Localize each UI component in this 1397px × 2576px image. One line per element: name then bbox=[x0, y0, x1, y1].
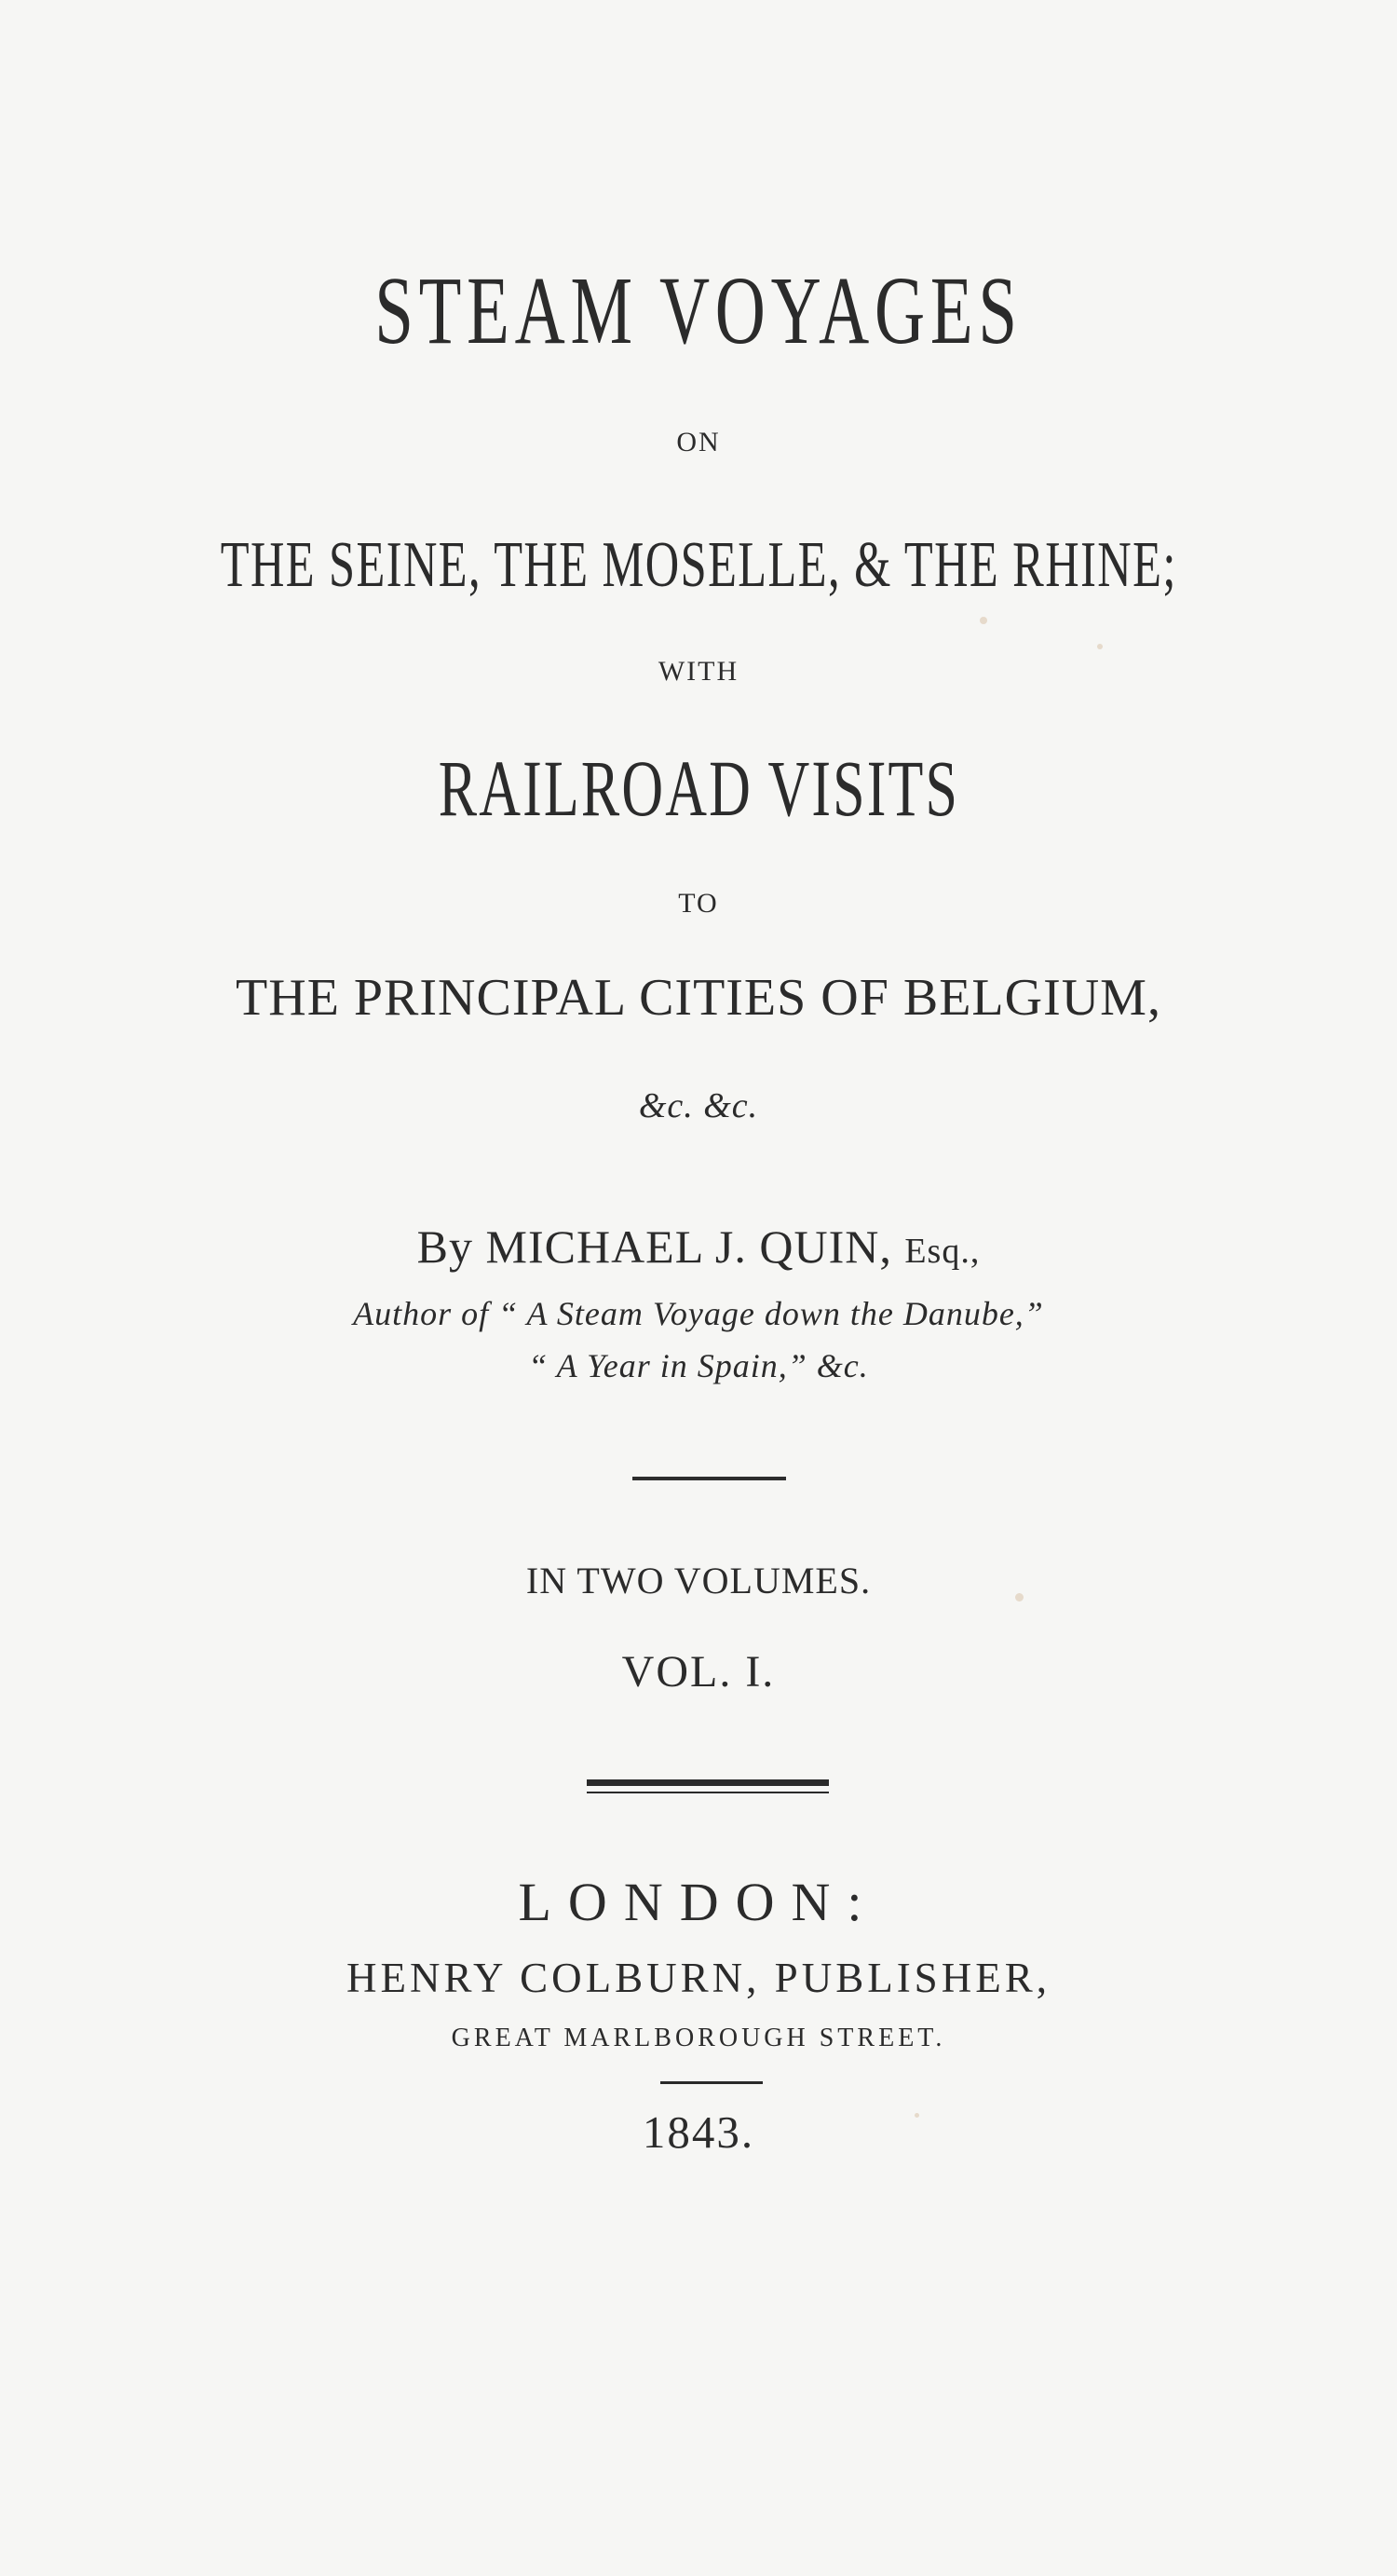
volume-number: VOL. I. bbox=[621, 1647, 776, 1697]
imprint-street: GREAT MARLBOROUGH STREET. bbox=[451, 2024, 946, 2052]
double-rule-top bbox=[587, 1779, 829, 1786]
author-note-line-1: Author of “ A Steam Voyage down the Danube,” bbox=[353, 1295, 1044, 1332]
author-line bbox=[0, 1220, 1397, 1273]
volume-count: IN TWO VOLUMES. bbox=[525, 1560, 872, 1601]
short-rule-divider bbox=[660, 2081, 763, 2084]
double-rule-bottom bbox=[587, 1792, 829, 1793]
imprint-publisher: HENRY COLBURN, PUBLISHER, bbox=[346, 1955, 1051, 2001]
title-connector-to: TO bbox=[678, 888, 719, 919]
railroad-subtitle: RAILROAD VISITS bbox=[438, 743, 959, 833]
author-name: MICHAEL J. QUIN, bbox=[485, 1220, 892, 1273]
paper-speck bbox=[1097, 644, 1103, 649]
cities-subtitle: THE PRINCIPAL CITIES OF BELGIUM, bbox=[236, 969, 1161, 1027]
imprint-city: LONDON: bbox=[518, 1872, 879, 1932]
book-title: STEAM VOYAGES bbox=[374, 257, 1023, 364]
etcetera-line: &c. &c. bbox=[638, 1086, 759, 1125]
author-suffix: Esq., bbox=[904, 1232, 981, 1271]
imprint-year: 1843. bbox=[642, 2106, 755, 2158]
author-note-line-2: “ A Year in Spain,” &c. bbox=[528, 1347, 869, 1384]
single-rule-divider bbox=[632, 1477, 786, 1480]
rivers-subtitle: THE SEINE, THE MOSELLE, & THE RHINE; bbox=[220, 529, 1177, 601]
paper-speck bbox=[980, 617, 987, 624]
author-by: By bbox=[416, 1220, 473, 1273]
title-connector-with: WITH bbox=[658, 656, 739, 687]
title-connector-on: ON bbox=[676, 427, 721, 457]
